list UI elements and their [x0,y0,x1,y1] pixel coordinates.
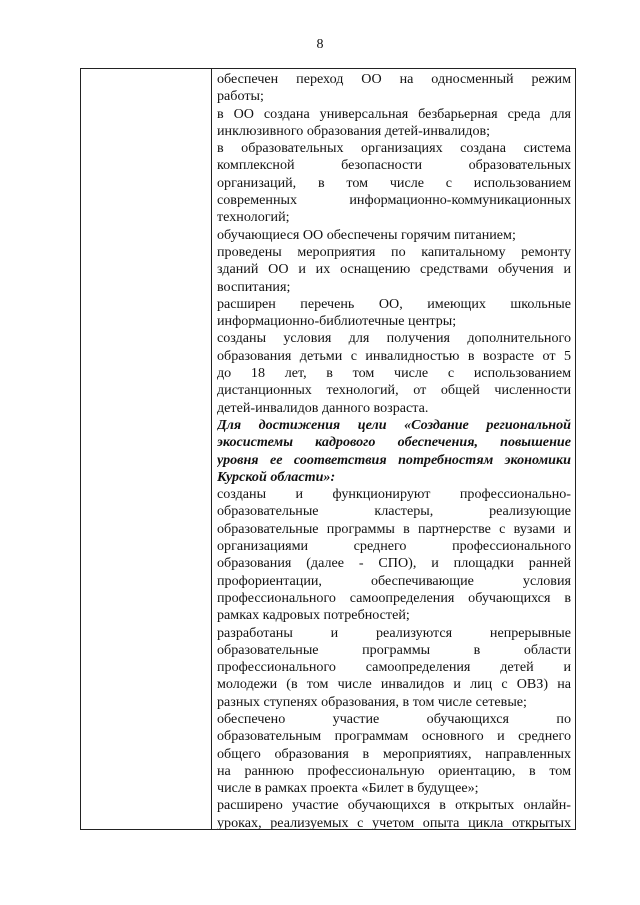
text-line: профориентации, обеспечивающие условия [217,572,571,589]
text-line: расширено участие обучающихся в открытых онлайн- [217,797,571,814]
text-line: дистанционных технологий, от общей численности [217,382,571,399]
table-right-column [212,69,575,829]
text-line: созданы условия для получения дополнительного [217,330,571,347]
table-left-column [81,69,212,829]
text-line: воспитания; [217,278,291,295]
text-line: обеспечено участие обучающихся по [217,710,571,727]
page-number: 8 [316,37,324,52]
document-table [80,68,576,830]
text-line: организаций, в том числе с использованием [217,174,571,191]
text-line: на раннюю профессиональную ориентацию, в том [217,762,571,779]
text-line: образовательные программы в партнерстве с вузами и [217,520,571,537]
text-line: молодежи (в том числе инвалидов и лиц с ОВЗ) на [217,676,571,693]
text-line: детей-инвалидов данного возраста. [217,399,429,416]
text-line: современных информационно-коммуникационных [217,192,571,209]
text-line: работы; [217,88,264,105]
text-line: организациями среднего профессионального [217,538,571,555]
text-line: образовательные кластеры, реализующие [217,503,571,520]
text-line: разных ступенях образования, в том числе сетевые; [217,693,527,710]
text-line: образовательные программы в области [217,641,571,658]
text-line: рамках кадровых потребностей; [217,607,410,624]
text-line: зданий ОО и их оснащению средствами обучения и [217,261,571,278]
text-line: образования детьми с инвалидностью в возрасте от 5 [217,347,571,364]
text-line: в ОО создана универсальная безбарьерная среда для [217,105,571,122]
text-line: информационно-библиотечные центры; [217,313,457,330]
text-line: разработаны и реализуются непрерывные [217,624,571,641]
text-line: профессионального самоопределения обучающихся в [217,589,571,606]
text-line: профессионального самоопределения детей и [217,659,571,676]
goal-heading-line: уровня ее соответствия потребностям экономики [217,451,571,468]
text-line: проведены мероприятия по капитальному ремонту [217,243,571,260]
text-line: до 18 лет, в том числе с использованием [217,365,571,382]
text-line: комплексной безопасности образовательных [217,157,571,174]
text-line: образовательным программам основного и среднего [217,728,571,745]
text-line: обучающиеся ОО обеспечены горячим питанием; [217,226,516,243]
text-line: числе в рамках проекта «Билет в будущее»; [217,780,479,797]
text-line: обеспечен переход ОО на односменный режим [217,71,571,87]
goal-heading-line: Курской области»: [217,468,336,485]
text-line: в образовательных организациях создана система [217,140,571,157]
text-line: инклюзивного образования детей-инвалидов; [217,122,491,139]
text-line: уроках, реализуемых с учетом опыта цикла открытых [217,814,571,830]
text-line: технологий; [217,209,290,226]
text-line: общего образования в мероприятиях, направленных [217,745,571,762]
text-line: образования (далее - СПО), и площадки ранней [217,555,571,572]
goal-heading-line: Для достижения цели «Создание региональной [217,416,571,433]
text-line: расширен перечень ОО, имеющих школьные [217,295,571,312]
goal-heading-line: экосистемы кадрового обеспечения, повышение [217,434,571,451]
text-line: созданы и функционируют профессионально- [217,486,571,503]
